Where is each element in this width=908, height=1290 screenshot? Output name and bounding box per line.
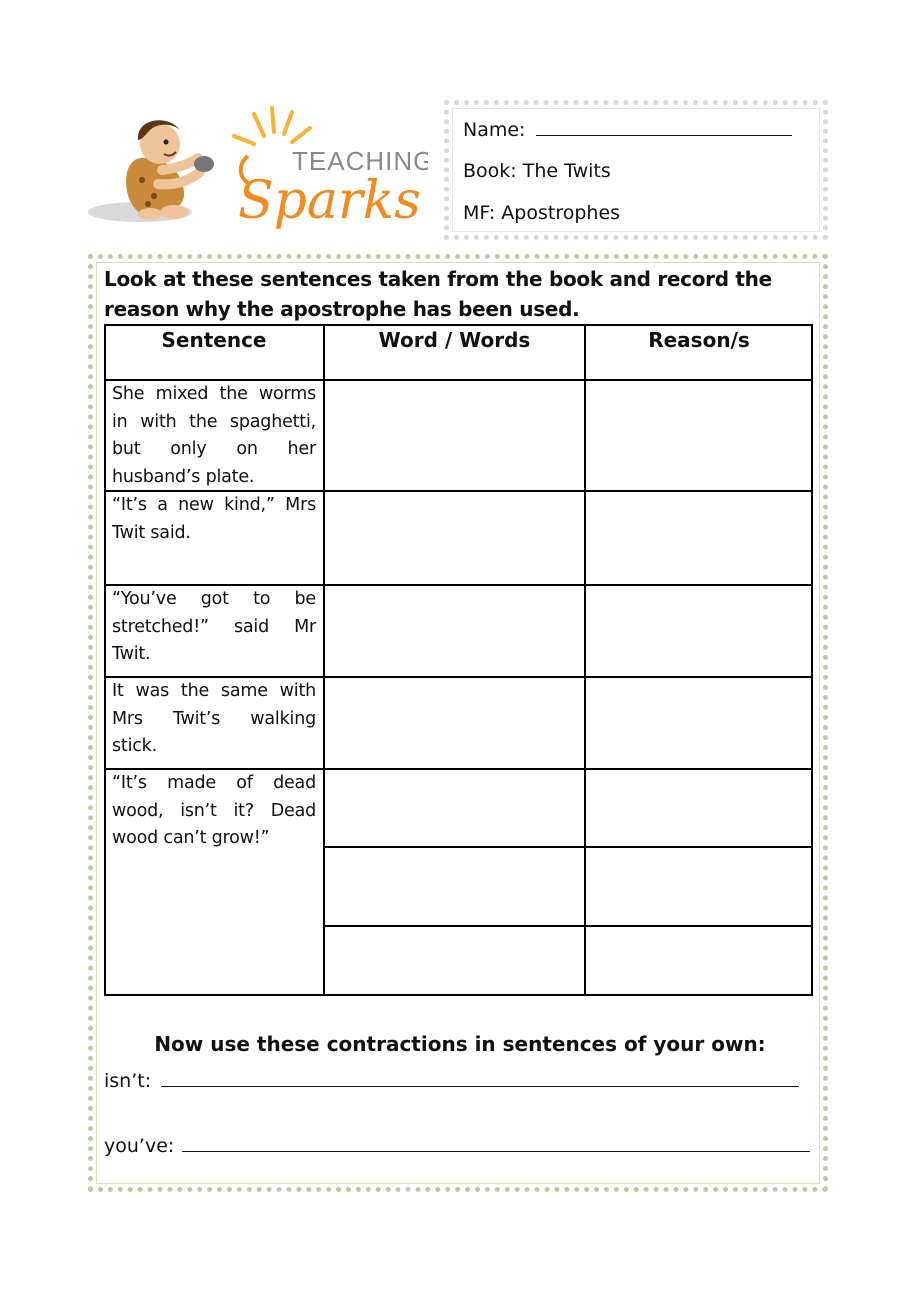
reason-answer-cell[interactable] (587, 381, 810, 489)
reason-answer-cell[interactable] (587, 678, 810, 767)
contraction-row-youve (104, 1133, 810, 1157)
reason-answer-cell[interactable] (587, 770, 810, 845)
caveman-mascot-icon (88, 100, 428, 240)
sentence-cell: She mixed the worms in with the spaghetti, but only on her husband’s plate. (112, 384, 316, 487)
contraction-label: isn’t: (104, 1070, 152, 1092)
book-label: Book: The Twits (463, 160, 611, 182)
sentence-cell: “You’ve got to be stretched!” said Mr Twit. (112, 589, 316, 664)
teaching-sparks-logo (88, 100, 428, 240)
header-word: Word / Words (378, 328, 531, 352)
header-sentence: Sentence (161, 328, 267, 352)
logo-teaching-text: TEACHING (292, 146, 428, 176)
table-col-divider (323, 324, 325, 996)
table-border-right (811, 324, 813, 996)
word-answer-cell[interactable] (326, 927, 583, 993)
table-col-divider (584, 324, 586, 996)
isnt-write-line[interactable] (161, 1068, 799, 1087)
youve-write-line[interactable] (182, 1133, 810, 1152)
word-answer-cell[interactable] (326, 770, 583, 845)
table-border-bottom (104, 994, 813, 996)
contractions-title: Now use these contractions in sentences of your own: (154, 1032, 766, 1056)
table-border-top (104, 324, 813, 326)
word-answer-cell[interactable] (326, 678, 583, 767)
header-reason: Reason/s (648, 328, 750, 352)
contraction-row-isnt (104, 1068, 799, 1092)
apostrophe-table (104, 324, 813, 996)
logo-sparks-text: Sparks (238, 171, 421, 231)
sentence-cell: It was the same with Mrs Twit’s walking stick. (112, 681, 316, 756)
sentence-cell: “It’s made of dead wood, isn’t it? Dead wood can’t grow!” (112, 773, 316, 848)
reason-answer-cell[interactable] (587, 586, 810, 675)
sentence-cell: “It’s a new kind,” Mrs Twit said. (112, 495, 316, 543)
mf-label: MF: Apostrophes (463, 202, 621, 224)
word-answer-cell[interactable] (326, 848, 583, 924)
table-border-left (104, 324, 106, 996)
student-info-box (444, 100, 828, 240)
word-answer-cell[interactable] (326, 586, 583, 675)
name-write-line[interactable] (536, 119, 792, 136)
reason-answer-cell[interactable] (587, 492, 810, 583)
contraction-label: you’ve: (104, 1135, 175, 1157)
word-answer-cell[interactable] (326, 492, 583, 583)
instructions-text: Look at these sentences taken from the book and record the reason why the apostrophe has been used. (104, 267, 772, 321)
reason-answer-cell[interactable] (587, 848, 810, 924)
reason-answer-cell[interactable] (587, 927, 810, 993)
name-label: Name: (463, 119, 526, 141)
name-field[interactable] (463, 119, 809, 161)
word-answer-cell[interactable] (326, 381, 583, 489)
